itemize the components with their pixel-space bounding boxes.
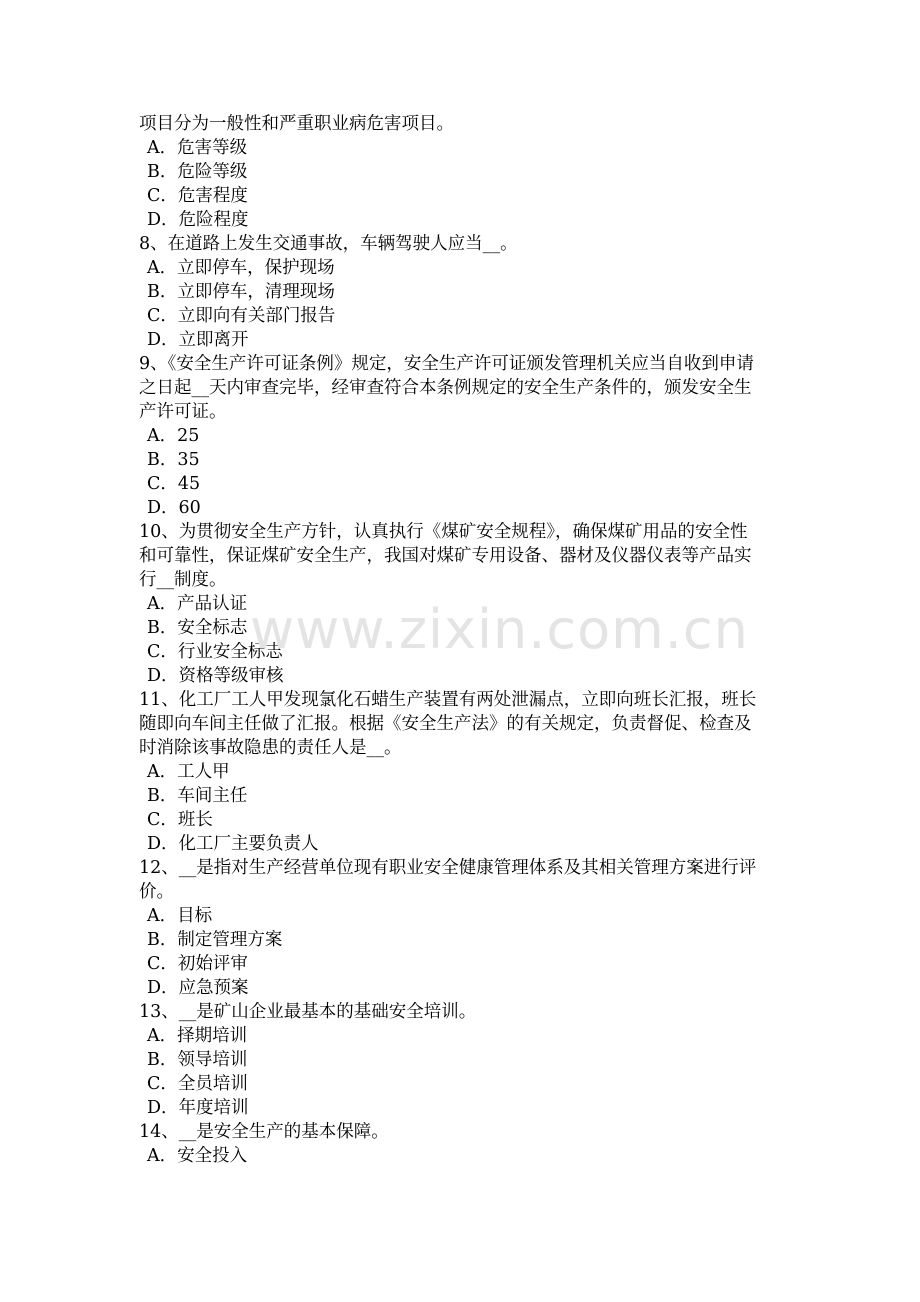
answer-option: A．工人甲 bbox=[147, 762, 230, 782]
answer-option: D．应急预案 bbox=[147, 978, 249, 998]
document-body bbox=[139, 112, 784, 1168]
question-text: 11、化工厂工人甲发现氯化石蜡生产装置有两处泄漏点，立即向班长汇报，班长 bbox=[139, 690, 757, 710]
answer-option: A．择期培训 bbox=[147, 1026, 248, 1046]
text-line: 项目分为一般性和严重职业病危害项目。 bbox=[139, 114, 454, 134]
question-text: 14、__是安全生产的基本保障。 bbox=[139, 1122, 389, 1142]
answer-option: A．危害等级 bbox=[147, 138, 248, 158]
question-text: 13、__是矿山企业最基本的基础安全培训。 bbox=[139, 1002, 477, 1022]
watermark: www.zixin.com.cn bbox=[250, 598, 749, 661]
answer-option: A．25 bbox=[147, 426, 200, 446]
question-text: 9、《安全生产许可证条例》规定，安全生产许可证颁发管理机关应当自收到申请 bbox=[139, 354, 754, 374]
answer-option: A．产品认证 bbox=[147, 594, 248, 614]
answer-option: B．危险等级 bbox=[147, 162, 248, 182]
text-line: 之日起__天内审查完毕，经审查符合本条例规定的安全生产条件的，颁发安全生 bbox=[139, 378, 752, 398]
text-line: 价。 bbox=[139, 882, 174, 902]
answer-option: C．班长 bbox=[147, 810, 213, 830]
answer-option: B．车间主任 bbox=[147, 786, 248, 806]
answer-option: C．45 bbox=[147, 474, 201, 494]
answer-option: A．目标 bbox=[147, 906, 213, 926]
answer-option: B．立即停车，清理现场 bbox=[147, 282, 335, 302]
question-text: 8、在道路上发生交通事故，车辆驾驶人应当__。 bbox=[139, 234, 518, 254]
text-line: 和可靠性，保证煤矿安全生产，我国对煤矿专用设备、器材及仪器仪表等产品实 bbox=[139, 546, 752, 566]
answer-option: C．立即向有关部门报告 bbox=[147, 306, 336, 326]
answer-option: D．危险程度 bbox=[147, 210, 249, 230]
answer-option: D．化工厂主要负责人 bbox=[147, 834, 319, 854]
answer-option: C．初始评审 bbox=[147, 954, 248, 974]
answer-option: B．领导培训 bbox=[147, 1050, 248, 1070]
answer-option: B．35 bbox=[147, 450, 200, 470]
text-line: 时消除该事故隐患的责任人是__。 bbox=[139, 738, 402, 758]
answer-option: A．安全投入 bbox=[147, 1146, 248, 1166]
question-text: 10、为贯彻安全生产方针，认真执行《煤矿安全规程》，确保煤矿用品的安全性 bbox=[139, 522, 748, 542]
text-line: 行__制度。 bbox=[139, 570, 227, 590]
answer-option: D．60 bbox=[147, 498, 201, 518]
answer-option: B．安全标志 bbox=[147, 618, 248, 638]
answer-option: C．行业安全标志 bbox=[147, 642, 283, 662]
answer-option: C．全员培训 bbox=[147, 1074, 248, 1094]
answer-option: B．制定管理方案 bbox=[147, 930, 283, 950]
text-line: 随即向车间主任做了汇报。根据《安全生产法》的有关规定，负责督促、检查及 bbox=[139, 714, 752, 734]
answer-option: D．资格等级审核 bbox=[147, 666, 284, 686]
answer-option: A．立即停车，保护现场 bbox=[147, 258, 335, 278]
answer-option: D．年度培训 bbox=[147, 1098, 249, 1118]
text-line: 产许可证。 bbox=[139, 402, 227, 422]
answer-option: C．危害程度 bbox=[147, 186, 248, 206]
answer-option: D．立即离开 bbox=[147, 330, 249, 350]
question-text: 12、__是指对生产经营单位现有职业安全健康管理体系及其相关管理方案进行评 bbox=[139, 858, 757, 878]
